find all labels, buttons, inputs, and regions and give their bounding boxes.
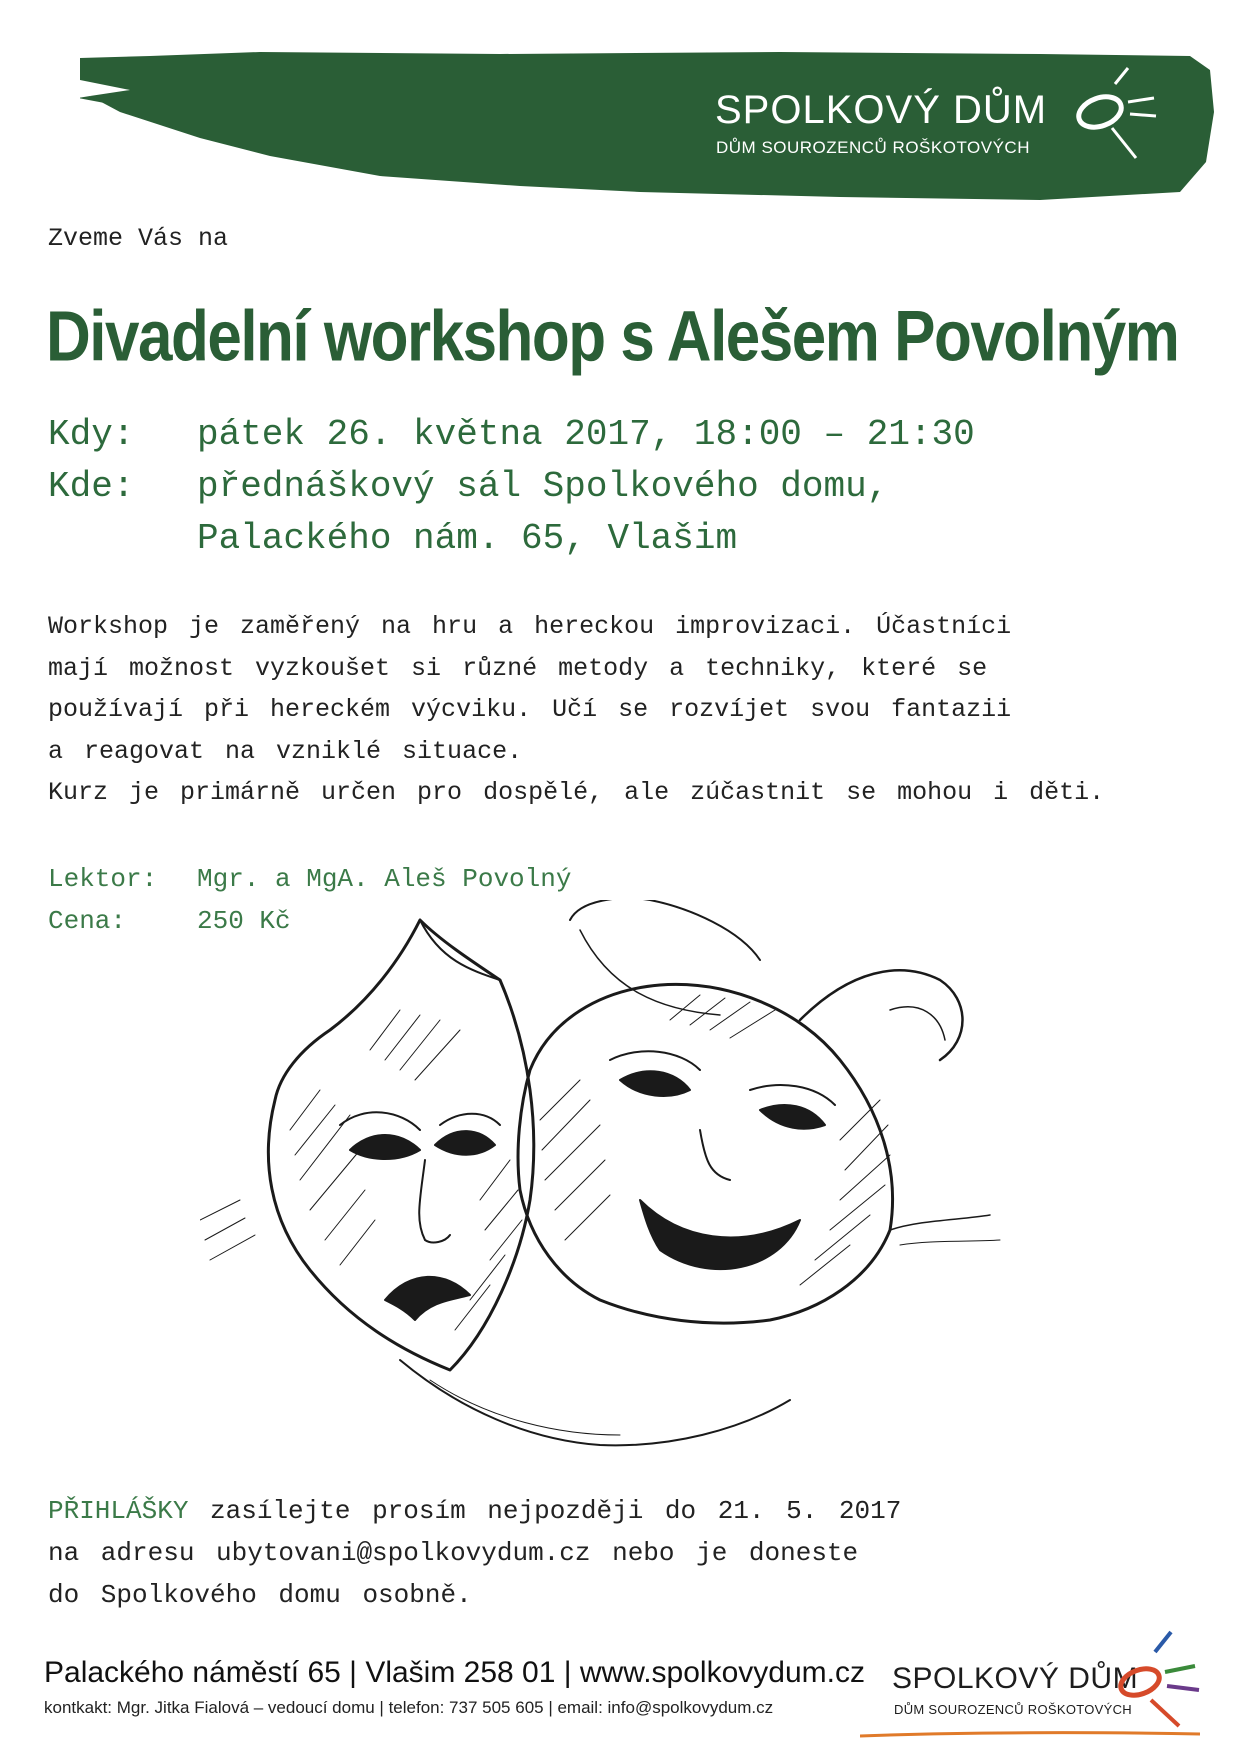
description-line: Workshop je zaměřený na hru a hereckou improvizaci. Účastníci xyxy=(48,612,1012,641)
where-line-1: přednáškový sál Spolkového domu, xyxy=(197,466,889,507)
theatre-masks-illustration xyxy=(200,900,1060,1480)
footer-orange-line xyxy=(860,1730,1200,1738)
registration-line-1-rest: zasílejte prosím nejpozději do 21. 5. 2017 xyxy=(188,1496,902,1526)
registration-line-1 xyxy=(48,1490,1148,1532)
footer-contact: kontkakt: Mgr. Jitka Fialová – vedoucí domu | telefon: 737 505 605 | email: info@spolkovydum.cz xyxy=(44,1698,774,1717)
where-line-2: Palackého nám. 65, Vlašim xyxy=(197,518,738,559)
footer-logo-title: SPOLKOVÝ DŮM xyxy=(892,1662,1139,1695)
where-label: Kde: xyxy=(48,466,135,507)
description xyxy=(48,606,1198,814)
description-line: a reagovat na vzniklé situace. xyxy=(48,736,523,766)
registration xyxy=(48,1490,1148,1616)
intro-text: Zveme Vás na xyxy=(48,224,229,253)
header-logo-subtitle: DŮM SOUROZENCŮ ROŠKOTOVÝCH xyxy=(716,138,1030,157)
price-label: Cena: xyxy=(48,906,127,936)
when-value: pátek 26. května 2017, 18:00 – 21:30 xyxy=(197,414,975,455)
lecturer-label: Lektor: xyxy=(48,864,158,894)
registration-keyword: PŘIHLÁŠKY xyxy=(48,1496,189,1526)
description-line: mají možnost vyzkoušet si různé metody a techniky, které se xyxy=(48,653,988,683)
price-value: 250 Kč xyxy=(197,906,291,936)
description-line: Kurz je primárně určen pro dospělé, ale zúčastnit se mohou i děti. xyxy=(48,778,1105,807)
registration-line-2: na adresu ubytovani@spolkovydum.cz nebo je doneste xyxy=(48,1538,859,1568)
footer-address: Palackého náměstí 65 | Vlašim 258 01 | www.spolkovydum.cz xyxy=(44,1656,865,1689)
header-logo-title: SPOLKOVÝ DŮM xyxy=(715,88,1048,132)
page-title: Divadelní workshop s Alešem Povolným xyxy=(46,297,1179,377)
when-label: Kdy: xyxy=(48,414,135,455)
footer-logo-subtitle: DŮM SOUROZENCŮ ROŠKOTOVÝCH xyxy=(894,1702,1132,1717)
logo-mark-icon xyxy=(1060,62,1160,162)
lecturer-value: Mgr. a MgA. Aleš Povolný xyxy=(197,864,572,894)
footer-logo-mark-icon xyxy=(1115,1620,1215,1730)
description-line: používají při hereckém výcviku. Učí se rozvíjet svou fantazii xyxy=(48,695,1012,724)
registration-line-3: do Spolkového domu osobně. xyxy=(48,1580,472,1610)
